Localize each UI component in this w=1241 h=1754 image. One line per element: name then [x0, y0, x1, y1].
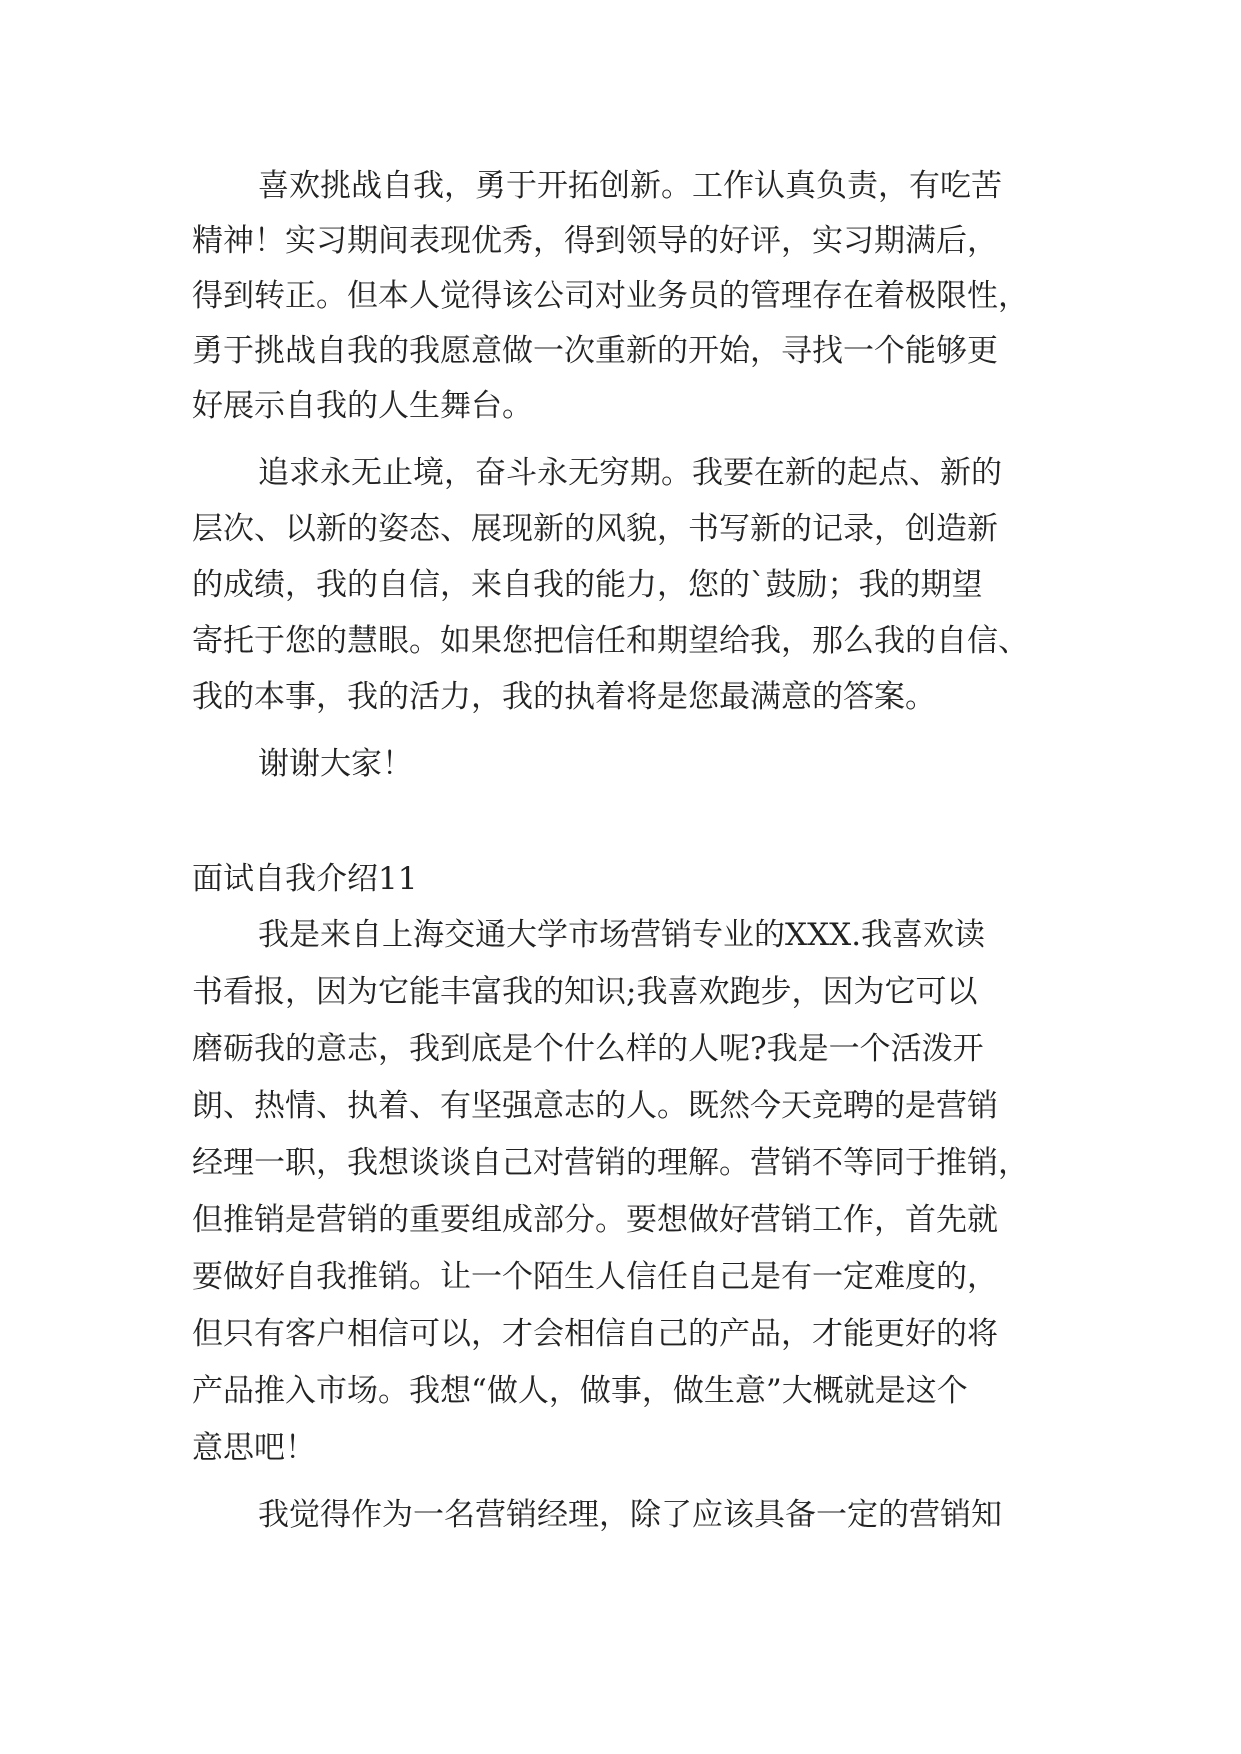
paragraph-1-line-1: 喜欢挑战自我，勇于开拓创新。工作认真负责，有吃苦 — [258, 168, 1002, 204]
paragraph-2-line-3: 的成绩，我的自信，来自我的能力，您的`鼓励；我的期望 — [192, 567, 983, 603]
paragraph-3-line-4: 朗、热情、执着、有坚强意志的人。既然今天竞聘的是营销 — [192, 1088, 998, 1124]
paragraph-3-line-2: 书看报，因为它能丰富我的知识;我喜欢跑步，因为它可以 — [192, 974, 978, 1010]
section-heading: 面试自我介绍11 — [192, 861, 418, 897]
paragraph-1-line-5: 好展示自我的人生舞台。 — [192, 388, 533, 424]
paragraph-3-line-8: 但只有客户相信可以，才会相信自己的产品，才能更好的将 — [192, 1316, 998, 1352]
paragraph-2-line-5: 我的本事，我的活力，我的执着将是您最满意的答案。 — [192, 679, 936, 715]
paragraph-2-line-1: 追求永无止境，奋斗永无穷期。我要在新的起点、新的 — [258, 455, 1002, 491]
paragraph-1-line-2: 精神！实习期间表现优秀，得到领导的好评，实习期满后， — [192, 223, 998, 259]
closing-thanks: 谢谢大家！ — [258, 746, 413, 782]
paragraph-3-line-6: 但推销是营销的重要组成部分。要想做好营销工作，首先就 — [192, 1202, 998, 1238]
paragraph-1-line-4: 勇于挑战自我的我愿意做一次重新的开始，寻找一个能够更 — [192, 333, 998, 369]
paragraph-1-line-3: 得到转正。但本人觉得该公司对业务员的管理存在着极限性， — [192, 278, 1029, 314]
paragraph-3-line-10: 意思吧！ — [192, 1430, 316, 1466]
paragraph-3-line-7: 要做好自我推销。让一个陌生人信任自己是有一定难度的， — [192, 1259, 998, 1295]
paragraph-3-line-1: 我是来自上海交通大学市场营销专业的XXX.我喜欢读 — [258, 917, 986, 953]
paragraph-3-line-3: 磨砺我的意志，我到底是个什么样的人呢?我是一个活泼开 — [192, 1031, 984, 1067]
paragraph-2-line-2: 层次、以新的姿态、展现新的风貌，书写新的记录，创造新 — [192, 511, 998, 547]
paragraph-3-line-5: 经理一职，我想谈谈自己对营销的理解。营销不等同于推销， — [192, 1145, 1029, 1181]
paragraph-3-line-9: 产品推入市场。我想“做人，做事，做生意”大概就是这个 — [192, 1373, 968, 1409]
paragraph-2-line-4: 寄托于您的慧眼。如果您把信任和期望给我，那么我的自信、 — [192, 623, 1029, 659]
paragraph-4-line-1: 我觉得作为一名营销经理，除了应该具备一定的营销知 — [258, 1497, 1002, 1533]
